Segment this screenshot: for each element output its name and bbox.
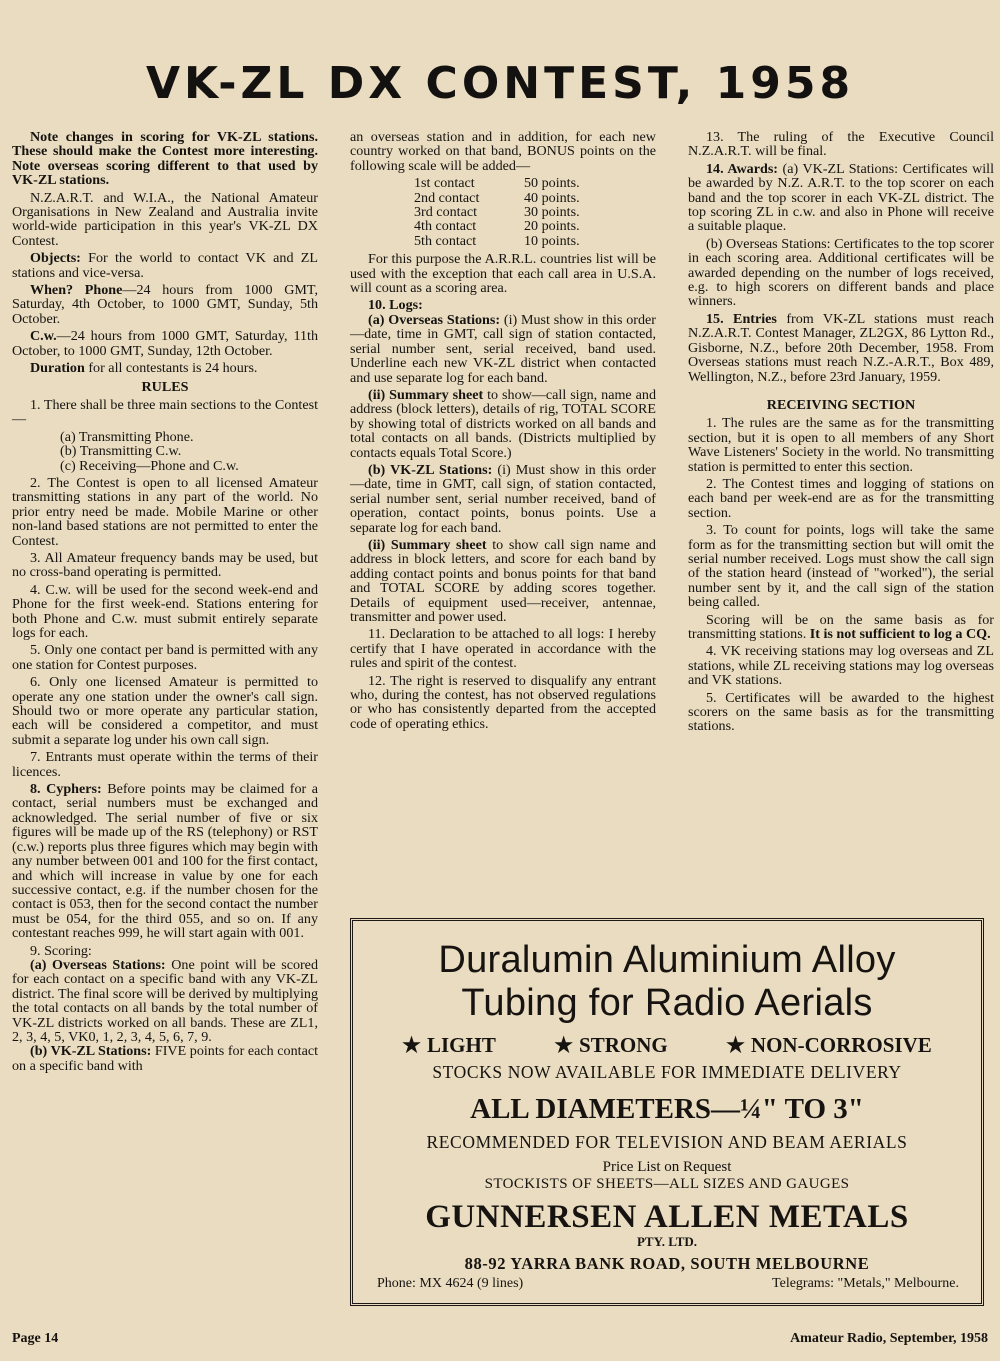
rule-14b: (b) Overseas Stations: Certificates to the top scorer in each scoring area. Additional certificates will be awarded depending on the number of logs received, e.g. to high scorers on different bands and place winners. [688,235,994,310]
rule-12: 12. The right is reserved to disqualify any entrant who, during the contest, has not observed regulations or who has consistently departed from the accepted code of operating ethics. [350,672,656,732]
bonus-points: 50 points. [524,175,580,192]
rule-9b-continued: an overseas station and in addition, for each new country worked on that band, BONUS points on the following scale will be added— [350,129,656,174]
article-title: VK-ZL DX CONTEST, 1958 [145,58,855,109]
ad-price-list: Price List on Request [602,1159,732,1175]
rule-1c: (c) Receiving—Phone and C.w. [60,457,239,474]
rule-5: 5. Only one contact per band is permitted with any one station for Contest purposes. [12,642,318,673]
rule-9a-label: (a) Overseas Stations: [30,956,166,973]
publication-footer: Amateur Radio, September, 1958 [790,1331,988,1346]
paragraph-duration [12,361,318,375]
receiving-rule-3: 3. To count for points, logs will take the same form as for the transmitting section but will omit the serial number received. Logs must show the call sign of the station heard (instead of "worked"), the serial number sent by it, and the call sign of the station being called. [688,522,994,611]
bonus-row [350,219,656,233]
rule-14-label: 14. Awards: [706,160,778,177]
ad-address: 88-92 YARRA BANK ROAD, SOUTH MELBOURNE [464,1254,870,1273]
paragraph-arrl: For this purpose the A.R.R.L. countries list will be used with the exception that each call area in U.S.A. will count as a scoring area. [350,251,656,297]
rule-10b [350,463,656,535]
receiving-scoring-bold: It is not sufficient to log a CQ. [809,626,991,642]
rule-10b-ii-text: to show call sign name and address in block letters, and score for each band by adding contact points and bonus points for that band and TOTAL SCORE by adding scores together. Details of equipment used—receiver, antennae, transmitter and power used. [350,536,656,625]
bonus-contact: 2nd contact [414,189,480,206]
rule-7: 7. Entrants must operate within the terms of their licences. [12,749,318,780]
rule-8-label: 8. Cyphers: [30,781,102,798]
bonus-points: 10 points. [524,232,580,249]
ad-pty-ltd: PTY. LTD. [636,1234,698,1249]
paragraph-objects [12,251,318,280]
bonus-contact: 5th contact [414,232,477,249]
ad-feature-label: LIGHT [427,1033,496,1057]
page-number: Page 14 [12,1331,59,1346]
receiving-rule-5: 5. Certificates will be awarded to the highest scorers on the same basis as for the transmitting stations. [688,689,994,735]
rule-10a [350,313,656,385]
ad-stocks-line: STOCKS NOW AVAILABLE FOR IMMEDIATE DELIVERY [432,1062,902,1082]
rule-9b-label: (b) VK-ZL Stations: [30,1043,152,1060]
rule-9a [12,958,318,1044]
rule-11: 11. Declaration to be attached to all logs: I hereby certify that I have operated in accordance with the rules and spirit of the contest. [350,626,656,672]
ad-feature [726,1033,932,1058]
bonus-points: 20 points. [524,218,580,235]
when-text: —24 hours from 1000 GMT, Saturday, 4th October, to 1000 GMT, Sunday, 5th October. [12,282,319,327]
objects-label: Objects: [30,250,81,267]
rule-9: 9. Scoring: [30,942,92,959]
ad-contact-line [353,1274,981,1292]
cw-text: —24 hours from 1000 GMT, Saturday, 11th October, to 1000 GMT, Sunday, 12th October. [12,328,318,359]
bonus-points: 30 points. [524,204,580,221]
duration-text: for all contestants is 24 hours. [84,360,258,377]
column-2 [350,130,656,734]
rule-10b-ii-label: (ii) Summary sheet [368,536,487,553]
star-icon: ★ [402,1033,421,1057]
rule-10a-ii [350,388,656,460]
receiving-scoring [688,613,994,642]
bonus-row [350,205,656,219]
rule-4: 4. C.w. will be used for the second week-end and Phone for the first week-end. Stations entering for both Phone and C.w. must submit entirely separate logs for each. [12,581,318,641]
rule-10a-ii-text: to show—call sign, name and address (block letters), details of rig, TOTAL SCORE by showing total of districts worked on all bands and total contacts on all bands. (Districts multiplied by contacts equals Total Score.) [350,386,656,461]
rule-14-text: (a) VK-ZL Stations: Certificates will be awarded by N.Z. A.R.T. to the top scorer on each band and the top scorer in each VK-ZL district. The top scoring ZL in c.w. and also in Phone will receive a suitable plaque. [688,160,994,235]
rule-15-text: from VK-ZL stations must reach N.Z.A.R.T. Contest Manager, ZL2GX, 86 Lytton Rd., Gisborne, N.Z., before 20th December, 1958. From Overseas stations must reach N.Z.-A.R.T., Box 489, Wellington, N.Z., before 23rd January, 1959. [688,310,994,385]
bonus-row [350,234,656,248]
column-1 [12,130,318,1076]
rule-6: 6. Only one licensed Amateur is permitted to operate any one station under the owner's call sign. Should two or more operate any particular station, each will be considered a competitor, and must submit a separate log under his own call sign. [12,674,318,748]
ad-feature-label: STRONG [579,1033,668,1057]
ad-feature [554,1033,668,1058]
duration-label: Duration [30,360,85,377]
rule-1b: (b) Transmitting C.w. [60,443,182,460]
rule-10b-ii [350,538,656,624]
bonus-contact: 1st contact [414,175,475,192]
rule-13: 13. The ruling of the Executive Council N.Z.A.R.T. will be final. [688,129,994,160]
ad-headline-1: Duralumin Aluminium Alloy [438,939,896,981]
paragraph-when [12,283,318,326]
bonus-contact: 4th contact [414,218,477,235]
paragraph-cw [12,329,318,358]
rule-10b-text: (i) Must show in this order—date, time in GMT, call sign, of station contacted, serial number sent, serial number received, band of operation, contact points, bonus points. Use a separate log for each band. [350,461,656,536]
intro-note: Note changes in scoring for VK-ZL stations. These should make the Contest more interesting. Note overseas scoring different to that used by VK-ZL stations. [12,129,318,189]
bonus-contact: 3rd contact [414,204,478,221]
star-icon: ★ [554,1033,574,1057]
bonus-points: 40 points. [524,189,580,206]
rules-heading: RULES [141,378,189,395]
ad-company-name: GUNNERSEN ALLEN METALS [425,1199,909,1235]
bonus-scale [350,176,656,248]
rule-1a: (a) Transmitting Phone. [60,428,194,445]
rule-15-label: 15. Entries [706,310,777,327]
receiving-scoring-text: Scoring will be on the same basis as for transmitting stations. [688,611,994,642]
bonus-row [350,176,656,190]
ad-feature-label: NON-CORROSIVE [750,1033,932,1057]
rule-9b [12,1044,318,1073]
rule-10a-label: (a) Overseas Stations: [368,311,501,328]
cw-label: C.w. [30,328,57,345]
ad-feature [402,1033,496,1058]
rule-9b-text: FIVE points for each contact on a specific band with [12,1043,318,1074]
ad-recommended: RECOMMENDED FOR TELEVISION AND BEAM AERIALS [426,1132,908,1152]
objects-text: For the world to contact VK and ZL stations and vice-versa. [12,250,318,281]
ad-headline-2: Tubing for Radio Aerials [461,982,873,1024]
receiving-section-heading: RECEIVING SECTION [766,396,916,413]
column-3 [688,130,994,910]
ad-telegrams: Telegrams: "Metals," Melbourne. [772,1276,959,1291]
rule-8-text: Before points may be claimed for a contact, serial numbers must be exchanged and acknowledged. The serial number of five or six figures will be made up of the RS (telephony) or RST (c.w.) reports plus three figures which may begin with any number between 001 and 100 for the first contact, and which will increase in value by one for each successive contact, e.g. if the number chosen for the contact is 053, then for the second contact the number must be 054, for the third 055, and so on. If any contestant reaches 999, he will start again with 001. [12,781,318,942]
when-label: When? Phone [30,282,123,299]
receiving-rule-2: 2. The Contest times and logging of stations on each band per week-end are as for the transmitting section. [688,475,994,521]
rule-10b-label: (b) VK-ZL Stations: [368,461,493,478]
rule-10a-text: (i) Must show in this order—date, time in GMT, call sign of station contacted, serial number sent, serial received, band used. Underline each new VK-ZL district when contacted and use separate log for each band. [350,311,656,386]
bonus-row [350,191,656,205]
ad-features [373,1033,961,1058]
ad-sheets: STOCKISTS OF SHEETS—ALL SIZES AND GAUGES [484,1176,850,1192]
advertisement-box [350,918,984,1306]
rule-14 [688,162,994,234]
ad-phone: Phone: MX 4624 (9 lines) [377,1276,524,1291]
paragraph-nzart: N.Z.A.R.T. and W.I.A., the National Amateur Organisations in New Zealand and Australia invite world-wide participation in this year's VK-ZL DX Contest. [12,189,318,249]
star-icon: ★ [726,1033,745,1057]
rule-1: 1. There shall be three main sections to the Contest— [12,396,318,428]
rule-8 [12,782,318,940]
rule-2: 2. The Contest is open to all licensed Amateur transmitting stations in any part of the world. No prior entry need be made. Mobile Marine or other non-land based stations are not permitted to enter the Contest. [12,474,318,549]
receiving-rule-1: 1. The rules are the same as for the transmitting section, but it is open to all members of any Short Wave Listeners' Society in the world. No transmitting station is permitted to enter this section. [688,415,994,475]
rule-3: 3. All Amateur frequency bands may be used, but no cross-band operating is permitted. [12,549,318,581]
rule-15 [688,312,994,384]
receiving-rule-4: 4. VK receiving stations may log overseas and ZL stations, while ZL receiving stations may log overseas and VK stations. [688,643,994,689]
rule-10a-ii-label: (ii) Summary sheet [368,386,484,403]
ad-diameters: ALL DIAMETERS—¼" TO 3" [470,1093,864,1125]
rule-9a-text: One point will be scored for each contact on a specific band with any VK-ZL district. The final score will be derived by multiplying the total contacts on all bands by the total number of VK-ZL districts worked on all bands. These are ZL1, 2, 3, 4, 5, VK0, 1, 2, 3, 4, 5, 6, 7, 9. [12,956,318,1045]
rule-10: 10. Logs: [368,297,423,314]
